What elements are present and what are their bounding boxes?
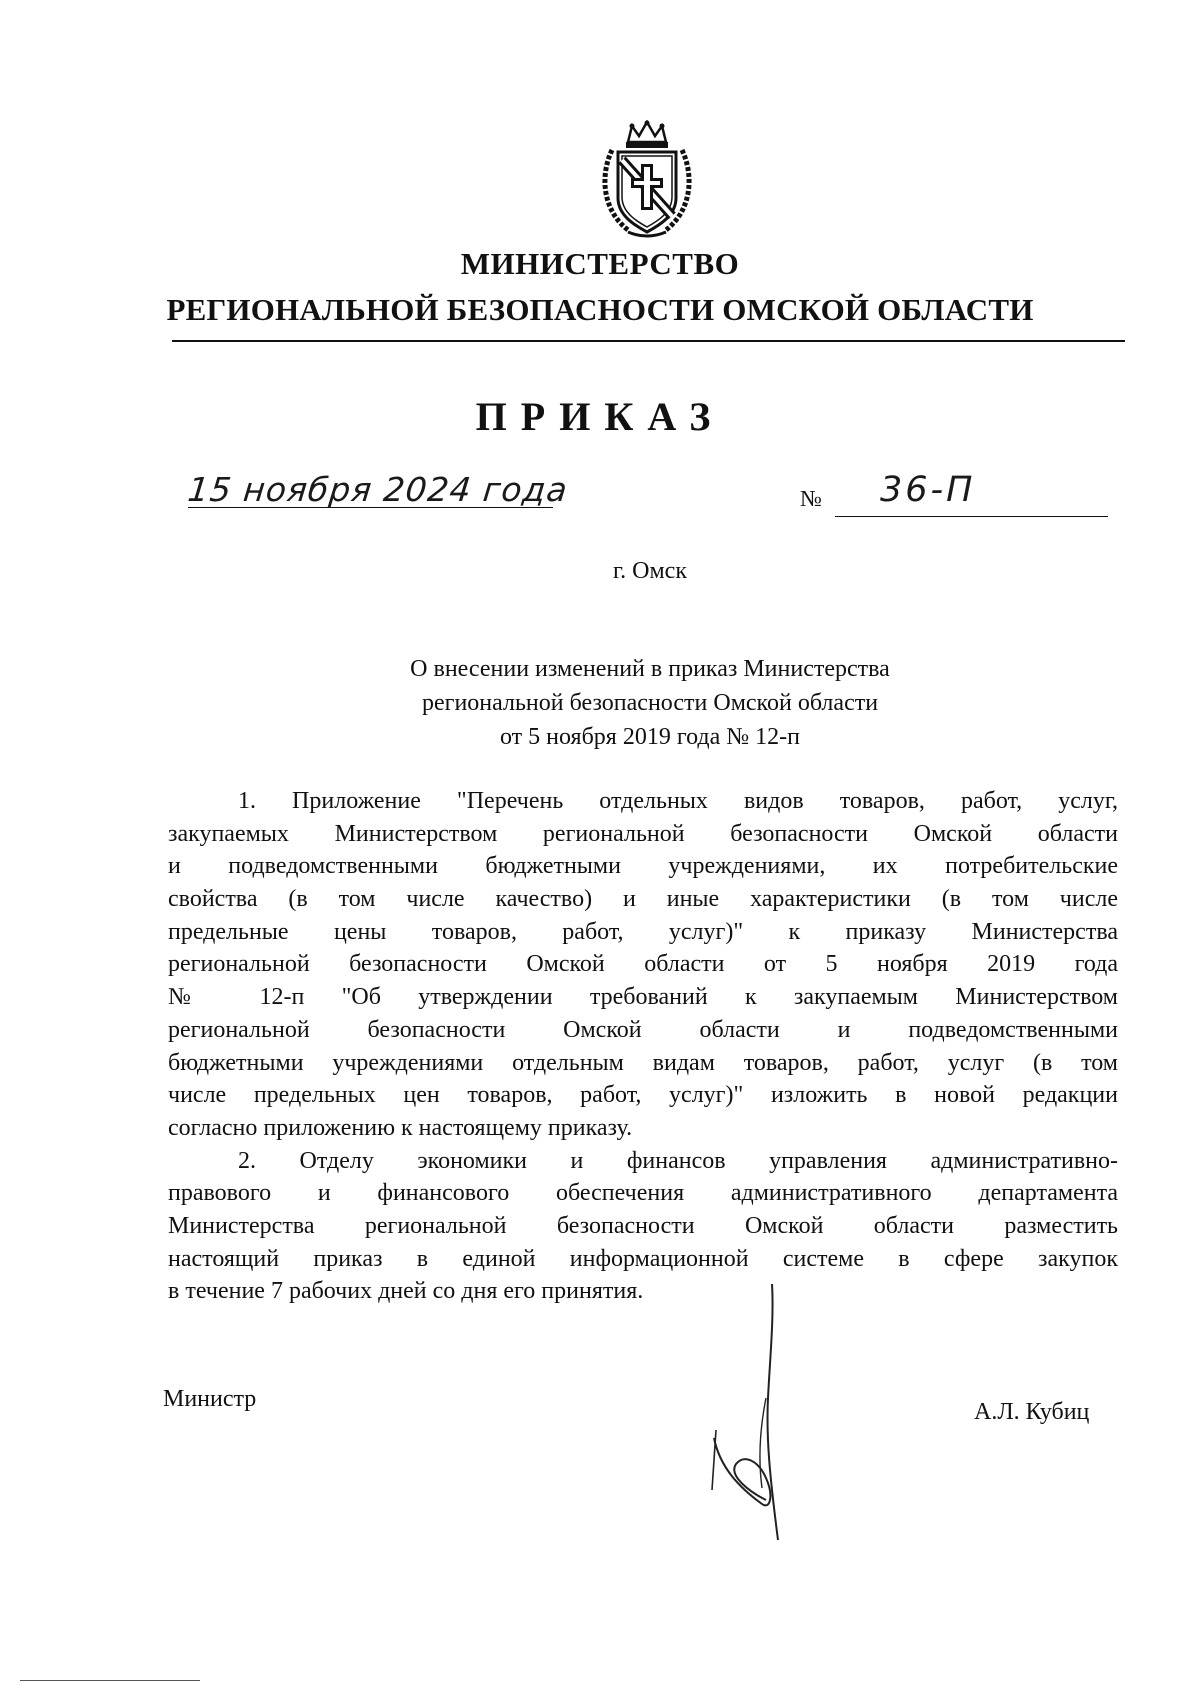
paragraph-1-line: закупаемых Министерством региональной безопасности Омской области — [168, 820, 1118, 847]
paragraph-1-line: региональной безопасности Омской области и подведомственными — [168, 1016, 1118, 1043]
paragraph-1-line: предельные цены товаров, работ, услуг)" к приказу Министерства — [168, 918, 1118, 945]
paragraph-2-line: правового и финансового обеспечения административного департамента — [168, 1180, 1118, 1207]
date-underline — [188, 507, 553, 508]
paragraph-1-line: № 12-п "Об утверждении требований к закупаемым Министерством — [168, 984, 1118, 1011]
subject-line: от 5 ноября 2019 года № 12-п — [500, 724, 800, 750]
coat-of-arms-icon — [598, 120, 696, 240]
paragraph-1-line: числе предельных цен товаров, работ, услуг)" изложить в новой редакции — [168, 1082, 1118, 1109]
org-name-line2: РЕГИОНАЛЬНОЙ БЕЗОПАСНОСТИ ОМСКОЙ ОБЛАСТИ — [166, 292, 1034, 327]
signatory-title: Министр — [163, 1386, 257, 1412]
paragraph-1-line: бюджетными учреждениями отдельным видам товаров, работ, услуг (в том — [168, 1049, 1118, 1076]
subject-line: О внесении изменений в приказ Министерства — [410, 656, 890, 682]
handwritten-order-number: 36-П — [880, 470, 976, 510]
paragraph-2-line: 2. Отделу экономики и финансов управления административно- — [238, 1147, 1118, 1174]
paragraph-2-line: в течение 7 рабочих дней со дня его принятия. — [168, 1278, 644, 1305]
org-name-line1: МИНИСТЕРСТВО — [460, 246, 740, 281]
paragraph-1-line: региональной безопасности Омской области от 5 ноября 2019 года — [168, 951, 1118, 978]
header-divider — [172, 340, 1125, 342]
document-type-title: ПРИКАЗ — [475, 394, 725, 439]
number-sign: № — [800, 486, 822, 511]
paragraph-1-line: свойства (в том числе качество) и иные характеристики (в том числе — [168, 886, 1118, 913]
handwritten-date: 15 ноября 2024 года — [185, 470, 570, 509]
signatory-name: А.Л. Кубиц — [974, 1399, 1090, 1425]
paragraph-1-line: согласно приложению к настоящему приказу. — [168, 1114, 633, 1141]
subject-line: региональной безопасности Омской области — [421, 690, 879, 716]
paragraph-1-line: и подведомственными бюджетными учреждениями, их потребительские — [168, 853, 1118, 880]
paragraph-2-line: настоящий приказ в единой информационной системе в сфере закупок — [168, 1245, 1118, 1272]
footer-divider — [20, 1680, 200, 1681]
paragraph-1-line: 1. Приложение "Перечень отдельных видов товаров, работ, услуг, — [238, 788, 1118, 814]
order-body — [168, 785, 1118, 1308]
city-line: г. Омск — [613, 558, 687, 584]
order-subject — [0, 652, 1200, 754]
number-underline — [835, 516, 1108, 517]
handwritten-signature — [700, 1278, 820, 1548]
paragraph-2-line: Министерства региональной безопасности Омской области разместить — [168, 1212, 1118, 1239]
